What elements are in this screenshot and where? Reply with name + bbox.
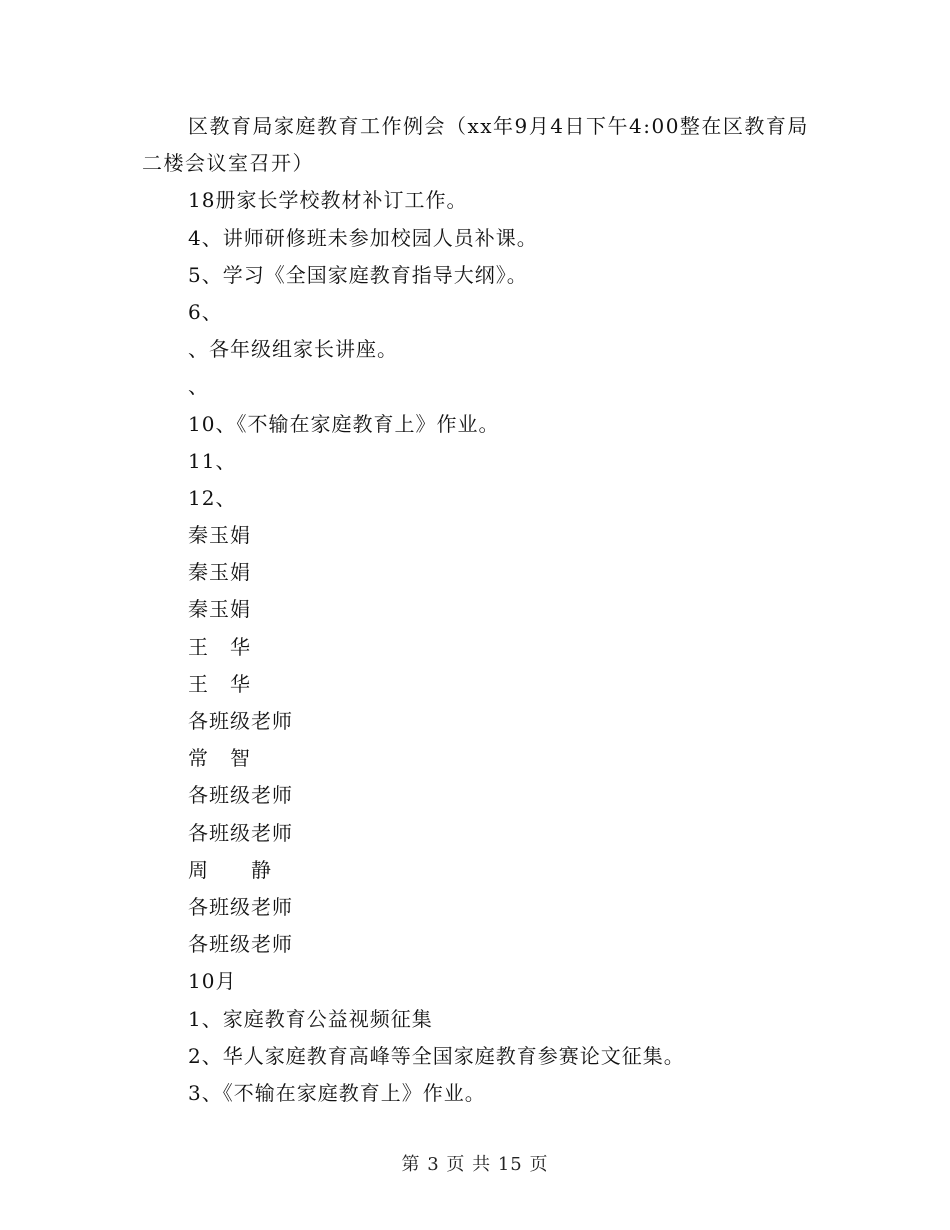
paragraph-item: 10、《不输在家庭教育上》作业。	[188, 411, 500, 436]
person-name: 各班级老师	[188, 820, 293, 845]
person-name: 常 智	[188, 746, 251, 771]
person-name: 王 华	[188, 671, 251, 696]
page-number-footer: 第 3 页 共 15 页	[401, 1154, 549, 1175]
paragraph-item: 5、学习《全国家庭教育指导大纲》。	[188, 262, 528, 287]
document-body	[142, 108, 822, 1112]
paragraph-item: 18册家长学校教材补订工作。	[188, 188, 468, 213]
month-heading: 10月	[188, 969, 237, 994]
person-name: 各班级老师	[188, 932, 293, 957]
paragraph-item: 4、讲师研修班未参加校园人员补课。	[188, 225, 538, 250]
person-name: 秦玉娟	[188, 523, 251, 548]
person-name: 周 静	[188, 857, 272, 882]
paragraph-item: 12、	[188, 485, 237, 510]
paragraph-item: 、	[188, 374, 209, 399]
person-name: 秦玉娟	[188, 597, 251, 622]
paragraph-meeting-notice: 区教育局家庭教育工作例会（xx年9月4日下午4:00整在区教育局二楼会议室召开）	[142, 114, 809, 176]
paragraph-item: 3、《不输在家庭教育上》作业。	[188, 1080, 486, 1105]
paragraph-item: 11、	[188, 448, 237, 473]
person-name: 王 华	[188, 634, 251, 659]
person-name: 各班级老师	[188, 894, 293, 919]
person-name: 各班级老师	[188, 709, 293, 734]
paragraph-item: 6、	[188, 299, 223, 324]
paragraph-item: 、各年级组家长讲座。	[188, 337, 398, 362]
paragraph-item: 2、华人家庭教育高峰等全国家庭教育参赛论文征集。	[188, 1043, 685, 1068]
person-name: 各班级老师	[188, 783, 293, 808]
person-name: 秦玉娟	[188, 560, 251, 585]
paragraph-item: 1、家庭教育公益视频征集	[188, 1006, 433, 1031]
